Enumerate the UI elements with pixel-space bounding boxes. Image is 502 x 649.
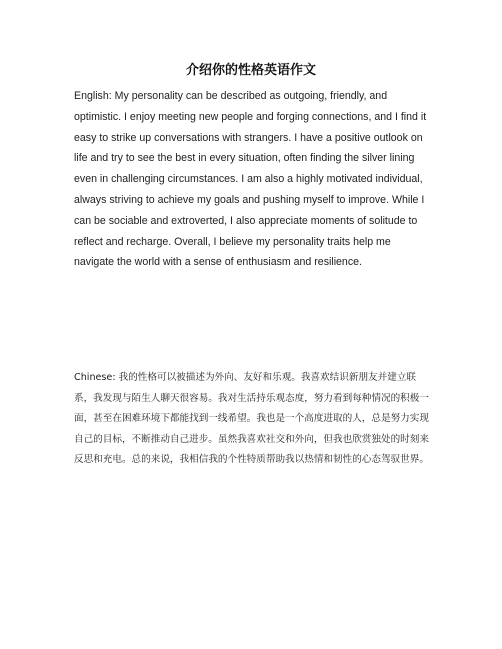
chinese-paragraph: Chinese: 我的性格可以被描述为外向、友好和乐观。我喜欢结识新朋友并建立联系，我发现与陌生人聊天很容易。我对生活持乐观态度，努力看到每种情况的积极一面，甚至在困难环境下都能找到一线希望。我也是一个高度进取的人，总是努力实现自己的目标，不断推动自己进步。虽然我喜欢社交和外向，但我也欣赏独处的时刻来反思和充电。总的来说，我相信我的个性特质帮助我以热情和韧性的心态驾驭世界。 bbox=[74, 372, 429, 466]
english-paragraph: English: My personality can be described as outgoing, friendly, and optimistic. I enjoy meeting new people and forging connections, and I find it easy to strike up conversations with strangers. I have a positive outlook on life and try to see the best in every situation, often finding the silver lining even in challenging circumstances. I am also a highly motivated individual, always striving to achieve my goals and pushing myself to improve. While I can be sociable and extroverted, I also appreciate moments of solitude to reflect and recharge. Overall, I believe my personality traits help me navigate the world with a sense of enthusiasm and resilience. bbox=[74, 90, 427, 269]
document-title: 介绍你的性格英语作文 bbox=[185, 63, 316, 78]
